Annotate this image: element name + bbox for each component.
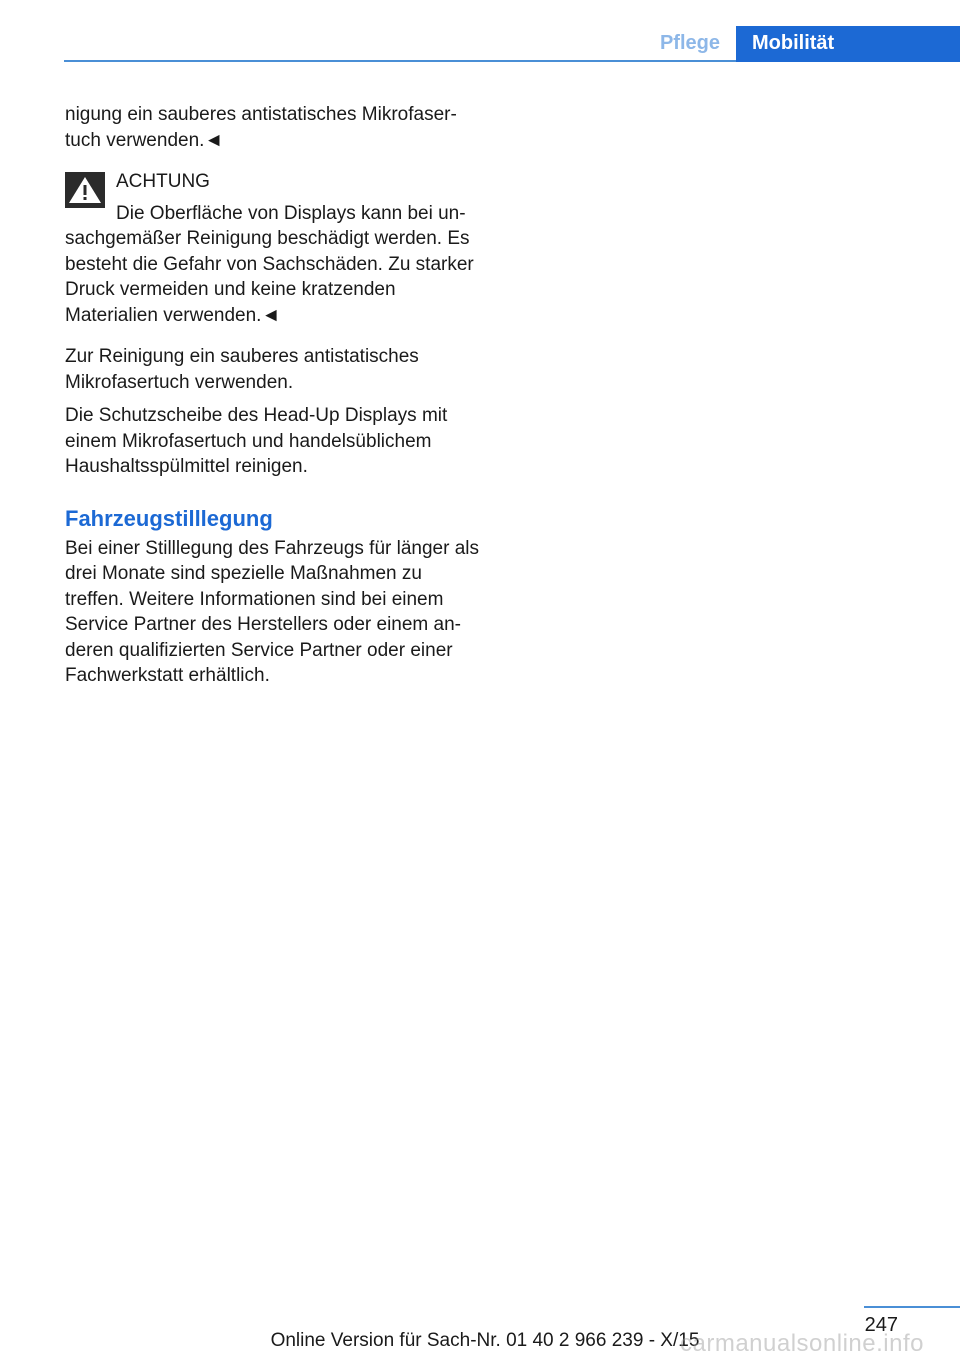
paragraph-cleaning: Zur Reinigung ein sauberes antistatisches Mikrofasertuch verwenden. [65, 346, 419, 393]
main-column [65, 102, 485, 689]
warning-text: sachgemäßer Reinigung beschädigt werden. Es besteht die Gefahr von Sachschäden. Zu starker Druck vermeiden und keine kratzenden Materialien verwenden.◄ [65, 228, 474, 326]
section-heading: Fahrzeugstilllegung [65, 505, 273, 531]
watermark: carmanualsonline.info [680, 1330, 924, 1357]
paragraph-hud: Die Schutzscheibe des Head-Up Displays mit einem Mikrofasertuch und handelsüblichem Haushaltsspülmittel reinigen. [65, 405, 448, 477]
paragraph-continued: nigung ein sauberes antistatisches Mikrofasertuch verwenden.◄ [65, 104, 457, 151]
warning-title: ACHTUNG [116, 171, 210, 192]
warning-block [65, 169, 485, 328]
warning-triangle-icon [65, 172, 105, 208]
page-number: 247 [864, 1314, 898, 1336]
footer-rule [864, 1306, 960, 1308]
tab-mobilitaet[interactable]: Mobilität [736, 26, 960, 62]
warning-text-first-line: Die Oberfläche von Displays kann bei un‐ [116, 202, 466, 224]
paragraph-storage: Bei einer Stilllegung des Fahrzeugs für länger als drei Monate sind spezielle Maßnahmen zu treffen. Weitere Informationen sind bei einem Service Partner des Herstellers oder einem an‐deren qualifizierten Service Partner oder einer Fachwerkstatt erhältlich. [65, 537, 480, 686]
version-footer: Online Version für Sach-Nr. 01 40 2 966 239 - X/15 [270, 1330, 700, 1351]
tab-pflege[interactable]: Pflege [659, 32, 720, 54]
